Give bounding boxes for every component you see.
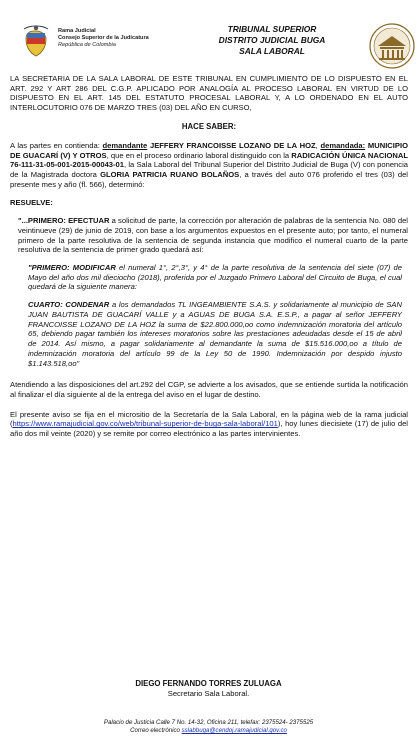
parties-text-1: A las partes en contienda: <box>10 140 103 150</box>
cuarto-condenar-lead: CUARTO: CONDENAR <box>28 300 110 310</box>
publication-paragraph <box>10 410 408 439</box>
parties-text-4: , a través del auto 076 proferido el tres (03) del presente mes y año (fl. 566), determinó: <box>10 170 408 189</box>
title-line-1: TRIBUNAL SUPERIOR <box>227 24 317 34</box>
document-footer <box>0 719 417 735</box>
footer-email-line <box>0 727 417 735</box>
demandante-label: demandante <box>102 140 148 150</box>
title-line-3: SALA LABORAL <box>239 46 305 57</box>
palace-of-justice-seal-icon <box>366 22 417 70</box>
signer-role: Secretario Sala Laboral. <box>167 688 250 698</box>
primero-modificar-text: el numeral 1°, 2°,3°, y 4° de la parte resolutiva de la sentencia del siete (07) de Mayo del año dos mil dieciocho (2018), proferida por el Juzgado Primero Laboral del Circuito de Buga, el cual quedará de la siguiente manera: <box>28 263 402 292</box>
radicacion-number: RADICACIÓN ÚNICA NACIONAL 76-111-31-05-001-2015-00043-01 <box>10 150 408 170</box>
demandante-name: JEFFERY FRANCOISSE LOZANO DE LA HOZ <box>147 140 316 150</box>
footer-email-link[interactable]: sslabbuga@cendoj.ramajudicial.gov.co <box>181 727 287 735</box>
footer-email-label: Correo electrónico <box>130 727 182 735</box>
footer-address: Palacio de Justicia Calle 7 No. 14-32, Oficina 211, telefax: 2375524- 2375525 <box>103 719 314 726</box>
primero-modificar-lead: "PRIMERO: MODIFICAR <box>28 263 116 273</box>
primero-efectuar-text: a solicitud de parte, la corrección por alteración de palabras de la sentencia No. 080 del veintinueve (29) de junio de 2019, con base a los argumentos expuestos en el presente auto; por tanto, el numeral primero de la parte resolutiva de la sentencia de segunda instancia que modifico el numeral cuarto de la parte resolutiva de la sentencia de primer grado quedará así: <box>18 216 408 255</box>
parties-text-2: , que en el proceso ordinario laboral distinguido con la <box>106 150 292 160</box>
magistrada-name: GLORIA PATRICIA RUANO BOLAÑOS <box>100 170 240 179</box>
cuarto-condenar-paragraph <box>28 300 402 368</box>
primero-efectuar-paragraph <box>18 216 408 255</box>
consejo-superior-label: Consejo Superior de la Judicatura <box>58 34 149 41</box>
notification-paragraph: Atendiendo a las disposiciones del art.292 del CGP, se advierte a los avisados, que se entiende surtida la notificación al finalizar el día siguiente al de la entrega del aviso en el lugar de destino. <box>10 380 408 399</box>
rama-judicial-block <box>58 28 149 49</box>
parties-text-3: , la Sala Laboral del Tribunal Superior del Distrito Judicial de Buga (V) con ponencia de la Magistrada doctora <box>10 160 408 179</box>
tribunal-title <box>192 24 352 57</box>
intro-paragraph: LA SECRETARIA DE LA SALA LABORAL DE ESTE TRIBUNAL EN CUMPLIMIENTO DE LO DISPUESTO EN EL ART. 292 Y ART 286 DEL C.G.P. APLICADO POR ANALOGÍA AL PROCESO LABORAL EN VIRTUD DE LO DISPUESTO EN EL ART. 145 DEL ESTATUTO PROCESAL LABORAL Y, A LO ORDENADO EN EL AUTO INTERLOCUTORIO 076 DE MARZO TRES (03) DEL AÑO EN CURSO, <box>10 74 408 113</box>
parties-separator: , <box>315 140 321 150</box>
signer-name: DIEGO FERNANDO TORRES ZULUAGA <box>135 679 282 688</box>
rama-judicial-label: Rama Judicial <box>58 28 96 34</box>
signature-block <box>0 679 417 699</box>
primero-efectuar-lead: "...PRIMERO: EFECTUAR <box>18 216 110 226</box>
publication-text-1: El presente aviso se fija en el micrositio de la Secretaría de la Sala Laboral, en la página web de la rama judicial ( <box>10 409 408 429</box>
cuarto-condenar-text: a los demandados TL INGEAMBIENTE S.A.S. y solidariamente al municipio de SAN JUAN BAUTISTA DE GUACARÍ VALLE y a AGUAS DE BUGA S.A. E.S.P., a pagar al señor JEFFERY FRANCOISSE LOZANO DE LA HOZ la suma de $22.800.000,oo como indemnización moratoria del artículo 65, debiendo pagar también los intereses moratorios sobre las prestaciones adeudadas desde el 15 de abril de 2014. Así mismo, a pagar solidariamente al demandante la suma de $15.516.000,oo a título de indemnización moratoria del artículo 99 de la Ley 50 de 1990. Indemnización por despido injusto $1.143.518,oo" <box>28 300 402 368</box>
demandada-label: demandada: <box>320 140 366 150</box>
demandada-name: MUNICIPIO DE GUACARÍ (V) Y OTROS <box>10 140 408 160</box>
republica-label: República de Colombia <box>58 41 116 48</box>
title-line-2: DISTRITO JUDICIAL BUGA <box>218 35 326 46</box>
rama-judicial-link[interactable]: https://www.ramajudicial.gov.co/web/tribunal-superior-de-buga-sala-laboral/101 <box>12 419 278 429</box>
primero-modificar-paragraph <box>28 263 402 292</box>
parties-paragraph <box>10 141 408 190</box>
document-header <box>10 0 408 72</box>
resuelve-heading: RESUELVE: <box>10 198 53 208</box>
publication-text-2: ), hoy lunes diecisiete (17) de julio del año dos mil veinte (2020) y se remite por correo electrónico a las partes intervinientes. <box>10 419 408 439</box>
hace-saber-heading: HACE SABER: <box>181 121 237 131</box>
